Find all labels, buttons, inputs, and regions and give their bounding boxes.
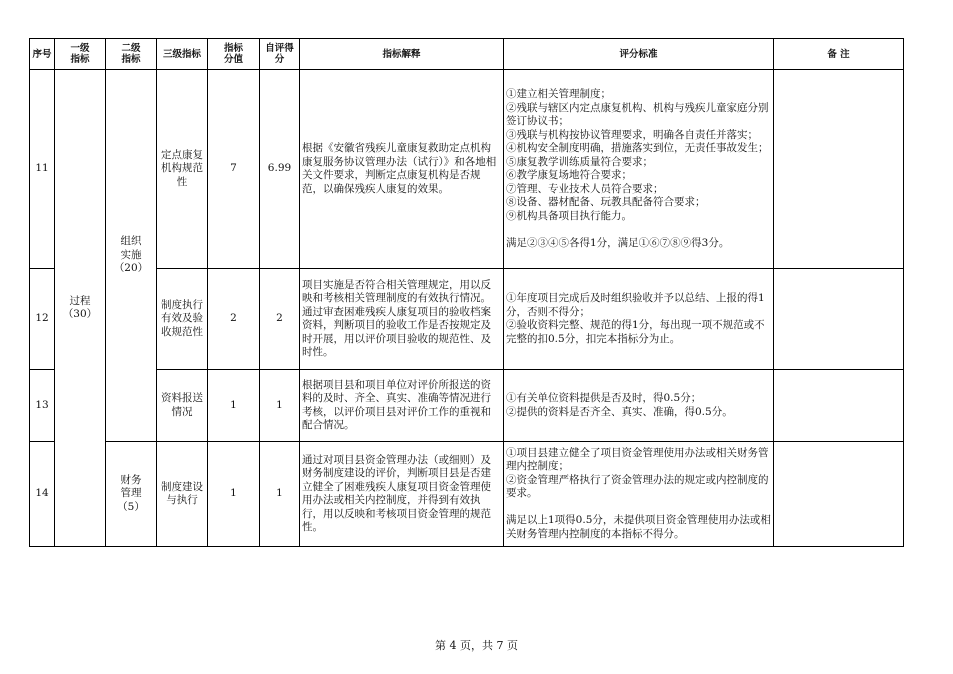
level1-process: 过程 （30）: [55, 70, 106, 547]
header-row: [30, 39, 904, 70]
row-weight: 1: [208, 370, 260, 442]
row-level3: 定点康复 机构规范 性: [157, 70, 208, 269]
row-self-score: 2: [260, 269, 300, 370]
row-explanation: 根据项目县和项目单位对评价所报送的资料的及时、齐全、真实、准确等情况进行考核，以评价项目县对评价工作的重视和配合情况。: [300, 370, 504, 442]
row-criteria: ①建立相关管理制度； ②残联与辖区内定点康复机构、机构与残疾儿童家庭分别签订协议书； ③残联与机构按协议管理要求，明确各自责任并落实； ④机构安全制度明确，措施落实到位，无责任事故发生； ⑤康复教学训练质量符合要求； ⑥教学康复场地符合要求； ⑦管理、专业技术人员符合要求； ⑧设备、器材配备、玩教具配备符合要求； ⑨机构具备项目执行能力。 满足②③④⑤各得1分，满足①⑥⑦⑧⑨得3分。: [504, 70, 774, 269]
row-remark: [774, 370, 904, 442]
header-level1: 一级 指标: [55, 39, 106, 70]
row-criteria: ①项目县建立健全了项目资金管理使用办法或相关财务管理内控制度； ②资金管理严格执行了资金管理办法的规定或内控制度的要求。 满足以上1项得0.5分，未提供项目资金管理使用办法或相关财务管理内控制度的本指标不得分。: [504, 442, 774, 547]
level2-finance: 财务 管理 （5）: [106, 442, 157, 547]
row-self-score: 1: [260, 370, 300, 442]
page-footer: 第 4 页，共 7 页: [435, 639, 518, 652]
row-weight: 1: [208, 442, 260, 547]
row-self-score: 1: [260, 442, 300, 547]
header-remark: 备 注: [774, 39, 904, 70]
row-weight: 7: [208, 70, 260, 269]
row-explanation: 项目实施是否符合相关管理规定，用以反映和考核相关管理制度的有效执行情况。通过审查困难残疾人康复项目的验收档案资料，判断项目的验收工作是否按规定及时开展，用以评价项目验收的规范性、及时性。: [300, 269, 504, 370]
row-remark: [774, 70, 904, 269]
row-weight: 2: [208, 269, 260, 370]
row-level3: 制度建设 与执行: [157, 442, 208, 547]
row-remark: [774, 442, 904, 547]
evaluation-table: [29, 38, 904, 547]
header-self-score: 自评得 分: [260, 39, 300, 70]
row-criteria: ①年度项目完成后及时组织验收并予以总结、上报的得1分，否则不得分； ②验收资料完整、规范的得1分，每出现一项不规范或不完整的扣0.5分，扣完本指标分为止。: [504, 269, 774, 370]
header-criteria: 评分标准: [504, 39, 774, 70]
table-row: [30, 370, 904, 442]
header-level3: 三级指标: [157, 39, 208, 70]
row-criteria: ①有关单位资料提供是否及时，得0.5分； ②提供的资料是否齐全、真实、准确，得0.5分。: [504, 370, 774, 442]
header-explanation: 指标解释: [300, 39, 504, 70]
row-remark: [774, 269, 904, 370]
row-level3: 资料报送 情况: [157, 370, 208, 442]
table-row: [30, 442, 904, 547]
row-explanation: 根据《安徽省残疾儿童康复救助定点机构康复服务协议管理办法（试行）》和各地相关文件要求，判断定点康复机构是否规范，以确保残疾人康复的效果。: [300, 70, 504, 269]
row-seq: 11: [30, 70, 55, 269]
header-seq: 序号: [30, 39, 55, 70]
header-level2: 二级 指标: [106, 39, 157, 70]
row-level3: 制度执行 有效及验 收规范性: [157, 269, 208, 370]
table-row: [30, 70, 904, 269]
row-seq: 12: [30, 269, 55, 370]
row-self-score: 6.99: [260, 70, 300, 269]
row-seq: 14: [30, 442, 55, 547]
table-row: [30, 269, 904, 370]
row-explanation: 通过对项目县资金管理办法（或细则）及财务制度建设的评价，判断项目县是否建立健全了困难残疾人康复项目资金管理使用办法或相关内控制度，并得到有效执行，用以反映和考核项目资金管理的规范性。: [300, 442, 504, 547]
row-seq: 13: [30, 370, 55, 442]
header-weight: 指标 分值: [208, 39, 260, 70]
level2-organization: 组织 实施 （20）: [106, 70, 157, 442]
